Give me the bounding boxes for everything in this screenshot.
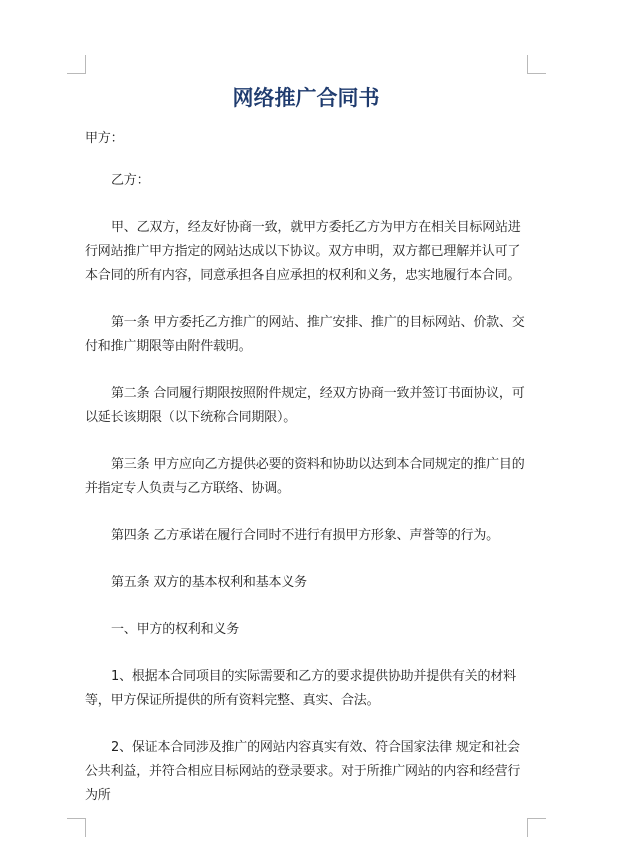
clause-1-paragraph: 1、根据本合同项目的实际需要和乙方的要求提供协助并提供有关的材料等，甲方保证所提供的所有资料完整、真实、合法。: [85, 669, 516, 708]
party-a-line: 甲方：: [85, 131, 124, 146]
page-corner-mark-bottom-left: [67, 818, 86, 837]
article-4-paragraph: 第四条 乙方承诺在履行合同时不进行有损甲方形象、声誉等的行为。: [111, 528, 499, 543]
party-b-line: 乙方：: [111, 173, 150, 188]
article-3-paragraph: 第三条 甲方应向乙方提供必要的资料和协助以达到本合同规定的推广目的并指定专人负责与乙方联络、协调。: [85, 457, 525, 496]
document-body: [85, 127, 527, 831]
page-corner-mark-bottom-right: [527, 818, 546, 837]
section-party-a-heading: 一、甲方的权利和义务: [111, 622, 240, 637]
preamble-paragraph: 甲、乙双方，经友好协商一致，就甲方委托乙方为甲方在相关目标网站进行网站推广甲方指定的网站达成以下协议。双方申明，双方都已理解并认可了本合同的所有内容，同意承担各自应承担的权利和义务，忠实地履行本合同。: [85, 220, 521, 283]
article-2-paragraph: 第二条 合同履行期限按照附件规定，经双方协商一致并签订书面协议，可以延长该期限（以下统称合同期限）。: [85, 386, 525, 425]
clause-2-paragraph: 2、保证本合同涉及推广的网站内容真实有效、符合国家法律 规定和社会公共利益，并符合相应目标网站的登录要求。对于所推广网站的内容和经营行为所: [85, 740, 521, 803]
article-5-heading: 第五条 双方的基本权利和基本义务: [111, 575, 307, 590]
page-corner-mark-top-right: [527, 55, 546, 74]
document-title: 网络推广合同书: [232, 86, 380, 110]
article-1-paragraph: 第一条 甲方委托乙方推广的网站、推广安排、推广的目标网站、价款、交付和推广期限等由附件载明。: [85, 315, 525, 354]
page-corner-mark-top-left: [67, 55, 86, 74]
